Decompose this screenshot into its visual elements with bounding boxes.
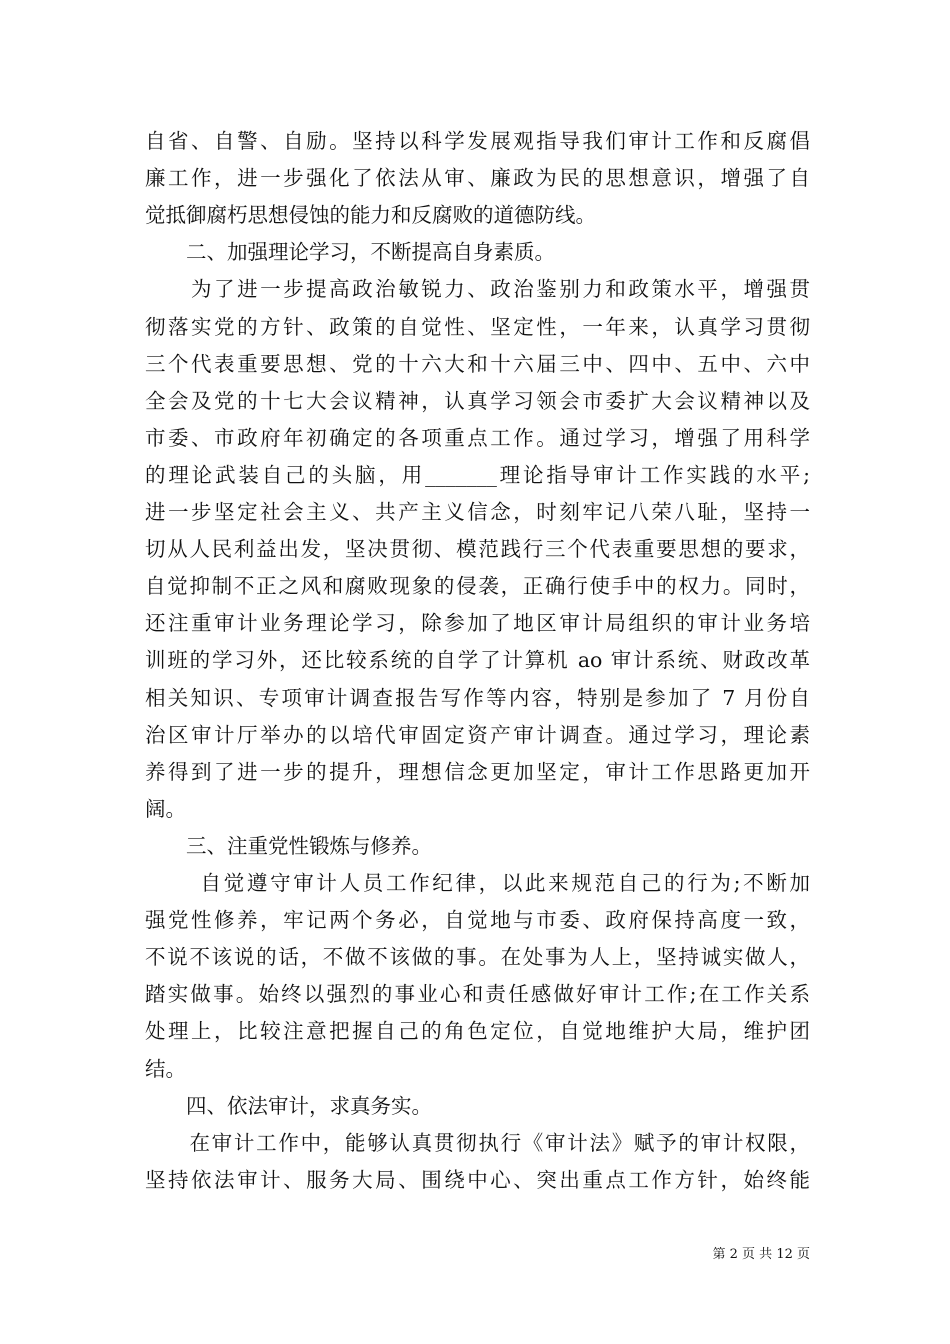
text-line: 训班的学习外，还比较系统的自学了计算机 ao 审计系统、财政改革 <box>145 648 810 673</box>
text-line: 自觉遵守审计人员工作纪律，以此来规范自己的行为;不断加 <box>145 871 810 895</box>
text-line: 市委、市政府年初确定的各项重点工作。通过学习，增强了用科学 <box>145 425 810 450</box>
text-line: 在审计工作中，能够认真贯彻执行《审计法》赋予的审计权限， <box>145 1130 810 1155</box>
text-line: 觉抵御腐朽思想侵蚀的能力和反腐败的道德防线。 <box>145 203 596 228</box>
text-line: 自省、自警、自励。坚持以科学发展观指导我们审计工作和反腐倡 <box>145 129 810 153</box>
text-line: 阔。 <box>145 796 186 821</box>
text-line: 坚持依法审计、服务大局、围绕中心、突出重点工作方针，始终能 <box>145 1167 810 1192</box>
text-line: 不说不该说的话，不做不该做的事。在处事为人上，坚持诚实做人， <box>145 945 810 970</box>
text-line: 相关知识、专项审计调查报告写作等内容，特别是参加了 7 月份自 <box>145 685 810 710</box>
text-line: 三、注重党性锻炼与修养。 <box>145 833 432 858</box>
text-line: 处理上，比较注意把握自己的角色定位，自觉地维护大局，维护团 <box>145 1019 810 1044</box>
text-line: 强党性修养，牢记两个务必，自觉地与市委、政府保持高度一致， <box>145 908 810 933</box>
text-line: 治区审计厅举办的以培代审固定资产审计调查。通过学习，理论素 <box>145 722 810 747</box>
text-line: 还注重审计业务理论学习，除参加了地区审计局组织的审计业务培 <box>145 611 810 636</box>
text-line: 切从人民利益出发，坚决贯彻、模范践行三个代表重要思想的要求， <box>145 537 810 562</box>
text-line: 全会及党的十七大会议精神，认真学习领会市委扩大会议精神以及 <box>145 388 810 413</box>
text-line: 踏实做事。始终以强烈的事业心和责任感做好审计工作;在工作关系 <box>145 982 810 1007</box>
text-line: 结。 <box>145 1056 186 1081</box>
text-line: 三个代表重要思想、党的十六大和十六届三中、四中、五中、六中 <box>145 351 810 376</box>
text-line: 廉工作，进一步强化了依法从审、廉政为民的思想意识，增强了自 <box>145 166 810 191</box>
text-line: 二、加强理论学习，不断提高自身素质。 <box>145 240 555 265</box>
text-line: 四、依法审计，求真务实。 <box>145 1093 432 1118</box>
text-line: 自觉抑制不正之风和腐败现象的侵袭，正确行使手中的权力。同时， <box>145 574 810 599</box>
text-line: 养得到了进一步的提升，理想信念更加坚定，审计工作思路更加开 <box>145 759 810 784</box>
text-line: 为了进一步提高政治敏锐力、政治鉴别力和政策水平，增强贯 <box>145 277 810 302</box>
text-line: 的理论武装自己的头脑，用_______理论指导审计工作实践的水平; <box>145 462 810 487</box>
page-footer: 第 2 页 共 12 页 <box>712 1247 810 1262</box>
text-line: 彻落实党的方针、政策的自觉性、坚定性，一年来，认真学习贯彻 <box>145 314 810 339</box>
text-line: 进一步坚定社会主义、共产主义信念，时刻牢记八荣八耻，坚持一 <box>145 500 810 524</box>
